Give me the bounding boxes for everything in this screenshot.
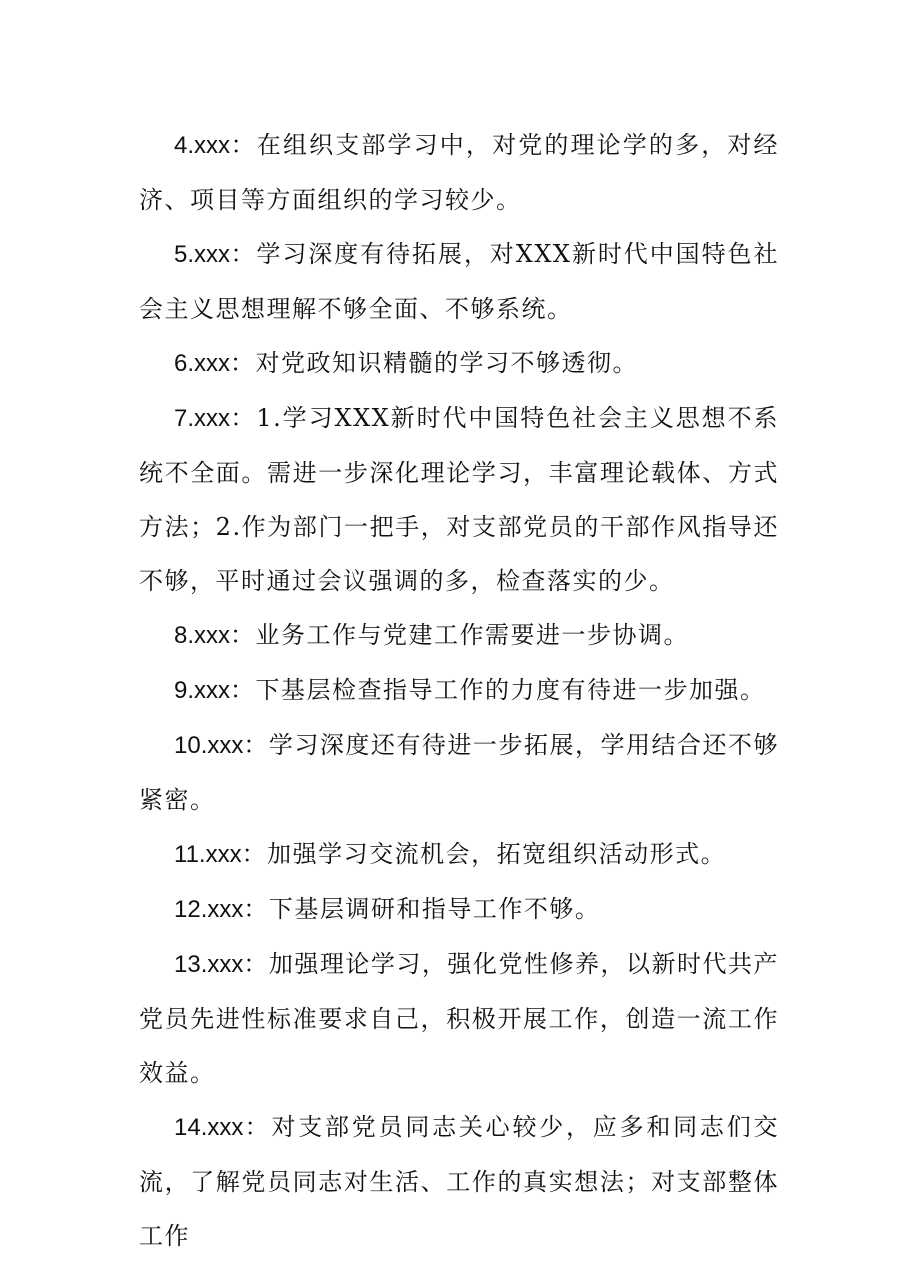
item-number: 5.xxx xyxy=(174,241,231,268)
paragraph-11 xyxy=(139,827,779,882)
item-number: 6.xxx xyxy=(174,350,231,377)
paragraph-6 xyxy=(139,336,779,391)
item-text: ：在组织支部学习中，对党的理论学的多，对经济、项目等方面组织的学习较少。 xyxy=(139,131,779,214)
item-number: 4.xxx xyxy=(174,132,231,159)
item-number: 14.xxx xyxy=(174,1114,244,1141)
paragraph-14 xyxy=(139,1100,779,1263)
item-text: ：下基层调研和指导工作不够。 xyxy=(243,895,601,923)
item-text: ：加强学习交流机会，拓宽组织活动形式。 xyxy=(241,840,727,868)
document-body xyxy=(139,118,779,1263)
item-text: ：学习深度有待拓展，对XXX新时代中国特色社会主义思想理解不够全面、不够系统。 xyxy=(139,240,779,323)
item-number: 10.xxx xyxy=(174,732,244,759)
item-number: 13.xxx xyxy=(174,951,244,978)
item-text: ：1.学习XXX新时代中国特色社会主义思想不系统不全面。需进一步深化理论学习，丰富理论载体、方式方法；2.作为部门一把手，对支部党员的干部作风指导还不够，平时通过会议强调的多，检查落实的少。 xyxy=(139,404,779,595)
paragraph-8 xyxy=(139,608,779,663)
paragraph-12 xyxy=(139,882,779,937)
item-number: 11.xxx xyxy=(174,841,242,868)
item-text: ：下基层检查指导工作的力度有待进一步加强。 xyxy=(230,676,766,704)
item-text: ：业务工作与党建工作需要进一步协调。 xyxy=(230,621,690,649)
paragraph-13 xyxy=(139,937,779,1100)
item-text: ：对支部党员同志关心较少，应多和同志们交流，了解党员同志对生活、工作的真实想法；对支部整体工作 xyxy=(139,1113,779,1250)
paragraph-10 xyxy=(139,718,779,827)
paragraph-9 xyxy=(139,663,779,718)
paragraph-7 xyxy=(139,391,779,608)
item-text: ：学习深度还有待进一步拓展，学用结合还不够紧密。 xyxy=(139,731,779,814)
paragraph-5 xyxy=(139,227,779,336)
paragraph-4 xyxy=(139,118,779,227)
item-number: 8.xxx xyxy=(174,622,231,649)
item-text: ：加强理论学习，强化党性修养，以新时代共产党员先进性标准要求自己，积极开展工作，创造一流工作效益。 xyxy=(139,950,779,1087)
item-text: ：对党政知识精髓的学习不够透彻。 xyxy=(230,349,639,377)
item-number: 9.xxx xyxy=(174,677,231,704)
item-number: 7.xxx xyxy=(174,405,231,432)
item-number: 12.xxx xyxy=(174,896,244,923)
